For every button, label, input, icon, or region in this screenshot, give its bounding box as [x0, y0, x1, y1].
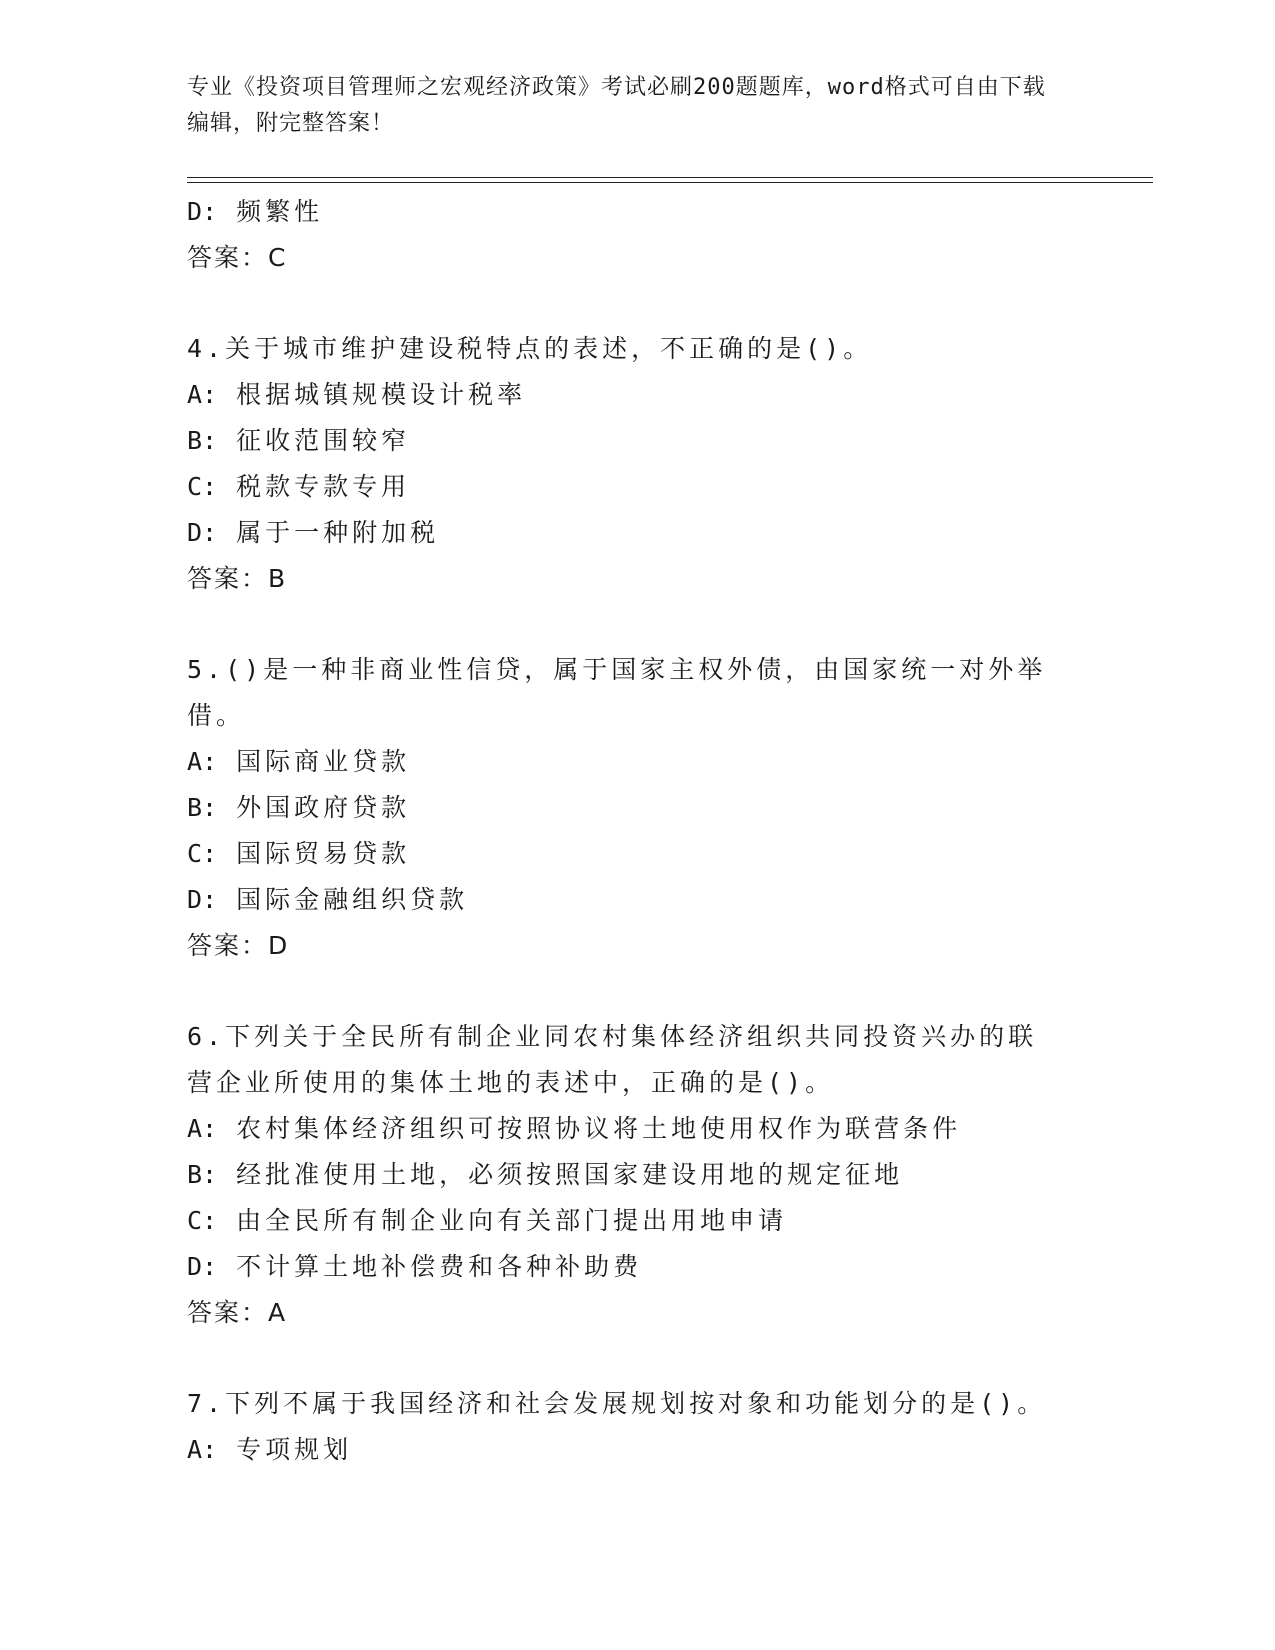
header-divider-top [187, 177, 1153, 178]
option-d: D: 国际金融组织贷款 [187, 885, 469, 914]
option-b: B: 外国政府贷款 [187, 793, 411, 822]
question-stem: 6.下列关于全民所有制企业同农村集体经济组织共同投资兴办的联营企业所使用的集体土地的表述中，正确的是()。 [187, 1022, 1038, 1097]
option-c: C: 税款专款专用 [187, 472, 411, 501]
option-a: A: 农村集体经济组织可按照协议将土地使用权作为联营条件 [187, 1114, 962, 1143]
option-d: D: 不计算土地补偿费和各种补助费 [187, 1252, 643, 1281]
option-d: D: 频繁性 [187, 197, 324, 226]
question-list [187, 189, 1087, 1473]
option-a: A: 国际商业贷款 [187, 747, 411, 776]
option-c: C: 由全民所有制企业向有关部门提出用地申请 [187, 1206, 788, 1235]
option-a: A: 根据城镇规模设计税率 [187, 380, 527, 409]
header-divider-bottom [187, 182, 1153, 183]
option-c: C: 国际贸易贷款 [187, 839, 411, 868]
option-d: D: 属于一种附加税 [187, 518, 440, 547]
question-stem: 5.()是一种非商业性信贷，属于国家主权外债，由国家统一对外举借。 [187, 655, 1047, 730]
answer: 答案：A [187, 1298, 288, 1327]
option-a: A: 专项规划 [187, 1435, 353, 1464]
answer: 答案：D [187, 931, 290, 960]
answer: 答案：C [187, 243, 288, 272]
question-stem: 4.关于城市维护建设税特点的表述，不正确的是()。 [187, 334, 873, 363]
option-b: B: 经批准使用土地，必须按照国家建设用地的规定征地 [187, 1160, 904, 1189]
answer: 答案：B [187, 564, 288, 593]
question-stem: 7.下列不属于我国经济和社会发展规划按对象和功能划分的是()。 [187, 1389, 1047, 1418]
document-intro: 专业《投资项目管理师之宏观经济政策》考试必刷200题题库，word格式可自由下载编辑，附完整答案！ [187, 75, 1046, 136]
option-b: B: 征收范围较窄 [187, 426, 411, 455]
